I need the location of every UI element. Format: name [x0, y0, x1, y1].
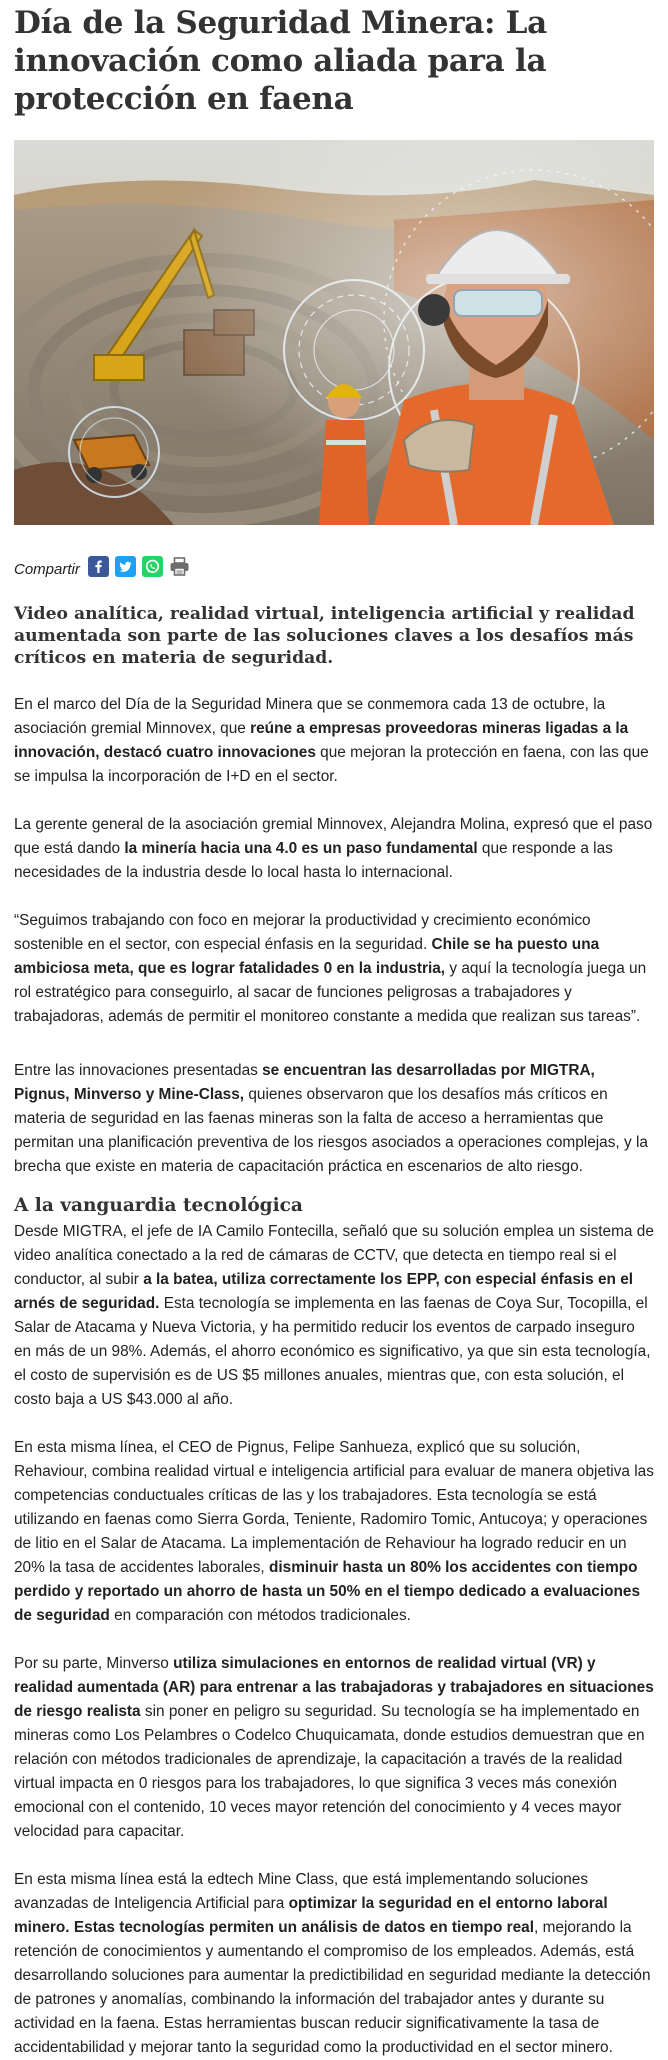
text-run: y aquí la tecnología juega un rol estratégico para conseguirlo, al sacar de funciones peligrosas a trabajadores y trabajadoras, además de permitir el monitoreo constante a medida que realizan sus tareas”.	[14, 960, 647, 1025]
facebook-icon[interactable]	[88, 556, 109, 577]
text-run: La gerente general de la asociación gremial Minnovex, Alejandra Molina, expresó que el paso que está dando	[14, 816, 653, 857]
text-bold: se encuentran las desarrolladas por MIGTRA, Pignus, Minverso y Mine-Class,	[14, 1062, 595, 1103]
text-bold: optimizar la seguridad en el entorno laboral minero. Estas tecnologías permiten un análisis de datos en tiempo real	[14, 1895, 608, 1936]
paragraph	[14, 1436, 654, 1628]
article-subtitle: Video analítica, realidad virtual, inteligencia artificial y realidad aumentada son parte de las soluciones claves a los desafíos más críticos en materia de seguridad.	[14, 604, 635, 668]
text-bold: reúne a empresas proveedoras mineras ligadas a la innovación, destacó cuatro innovaciones	[14, 720, 629, 761]
paragraph	[14, 693, 654, 789]
print-icon[interactable]	[169, 556, 190, 577]
paragraph	[14, 1868, 654, 2060]
paragraph	[14, 1059, 654, 1179]
text-run: “Seguimos trabajando con foco en mejorar la productividad y crecimiento económico sostenible en el sector, con especial énfasis en la seguridad.	[14, 912, 591, 953]
article	[0, 4, 668, 2060]
whatsapp-icon[interactable]	[142, 556, 163, 577]
text-bold: Chile se ha puesto una ambiciosa meta, que es lograr fatalidades 0 en la industria,	[14, 936, 600, 977]
text-bold: utiliza simulaciones en entornos de realidad virtual (VR) y realidad aumentada (AR) para entrenar a las trabajadoras y trabajadores en situaciones de riesgo realista	[14, 1655, 654, 1720]
paragraph	[14, 813, 654, 885]
section-heading: A la vanguardia tecnológica	[14, 1195, 303, 1216]
article-title: Día de la Seguridad Minera: La innovación como aliada para la protección en faena	[14, 5, 547, 117]
text-bold: la minería hacia una 4.0 es un paso fundamental	[124, 840, 478, 857]
twitter-icon[interactable]	[115, 556, 136, 577]
hero-image	[14, 140, 654, 525]
text-run: que mejoran la protección en faena, con las que se impulsa la incorporación de I+D en el sector.	[14, 744, 649, 785]
text-run: , mejorando la retención de conocimientos y aumentando el compromiso de los empleados. Además, está desarrollando soluciones para aumentar la predictibilidad en seguridad mediante la detección de patrones y anomalías, combinando la información del trabajador antes y durante su actividad en la faena. Estas herramientas buscan reducir significativamente la tasa de accidentabilidad y mejorar tanto la seguridad como la productividad en el sector minero.	[14, 1919, 651, 2056]
text-run: Entre las innovaciones presentadas	[14, 1062, 263, 1079]
text-run: En esta misma línea, el CEO de Pignus, Felipe Sanhueza, explicó que su solución, Rehaviour, combina realidad virtual e inteligencia artificial para evaluar de manera objetiva las competencias conductuales críticas de las y los trabajadores. Esta tecnología se está utilizando en faenas como Sierra Gorda, Teniente, Radomiro Tomic, Antucoya; y operaciones de litio en el Salar de Atacama. La implementación de Rehaviour ha logrado reducir en un 20% la tasa de accidentes laborales,	[14, 1439, 654, 1576]
text-run: sin poner en peligro su seguridad. Su tecnología se ha implementado en mineras como Los Pelambres o Codelco Chuquicamata, donde estudios demuestran que en relación con métodos tradicionales de aprendizaje, la capacitación a través de la realidad virtual impacta en 0 riesgos para los trabajadores, lo que significa 3 veces más conexión emocional con el contenido, 10 veces mayor retención del conocimiento y 4 veces mayor velocidad para capacitar.	[14, 1703, 645, 1840]
text-run: En el marco del Día de la Seguridad Minera que se conmemora cada 13 de octubre, la asociación gremial Minnovex, que	[14, 696, 606, 737]
text-bold: disminuir hasta un 80% los accidentes con tiempo perdido y reportado un ahorro de hasta un 50% en el tiempo dedicado a evaluaciones de seguridad	[14, 1559, 641, 1624]
text-run: quienes observaron que los desafíos más críticos en materia de seguridad en las faenas mineras son la falta de acceso a herramientas que permitan una planificación preventiva de los riesgos asociados a operaciones complejas, y la brecha que existe en materia de capacitación práctica en escenarios de alto riesgo.	[14, 1086, 648, 1175]
text-run: En esta misma línea está la edtech Mine Class, que está implementando soluciones avanzadas de Inteligencia Artificial para	[14, 1871, 589, 1912]
text-run: Desde MIGTRA, el jefe de IA Camilo Fontecilla, señaló que su solución emplea un sistema de video analítica conectado a la red de cámaras de CCTV, que detecta en tiempo real si el conductor, al subir	[14, 1223, 654, 1288]
text-run: Esta tecnología se implementa en las faenas de Coya Sur, Tocopilla, el Salar de Atacama y Nueva Victoria, y ha permitido reducir los eventos de carpado inseguro en más de un 98%. Además, el ahorro económico es significativo, ya que sin esta tecnología, el costo de supervisión es de US $5 millones anuales, mientras que, con esta solución, el costo baja a US $43.000 al año.	[14, 1295, 651, 1408]
text-run: que responde a las necesidades de la industria desde lo local hasta lo internacional.	[14, 840, 613, 881]
paragraph	[14, 1220, 654, 1412]
text-run: Por su parte, Minverso	[14, 1655, 174, 1672]
share-label: Compartir	[14, 560, 80, 578]
text-run: en comparación con métodos tradicionales.	[109, 1607, 411, 1624]
text-bold: a la batea, utiliza correctamente los EPP, con especial énfasis en el arnés de seguridad.	[14, 1271, 634, 1312]
quote-paragraph	[14, 909, 654, 1029]
share-bar	[14, 553, 654, 579]
paragraph	[14, 1652, 654, 1844]
